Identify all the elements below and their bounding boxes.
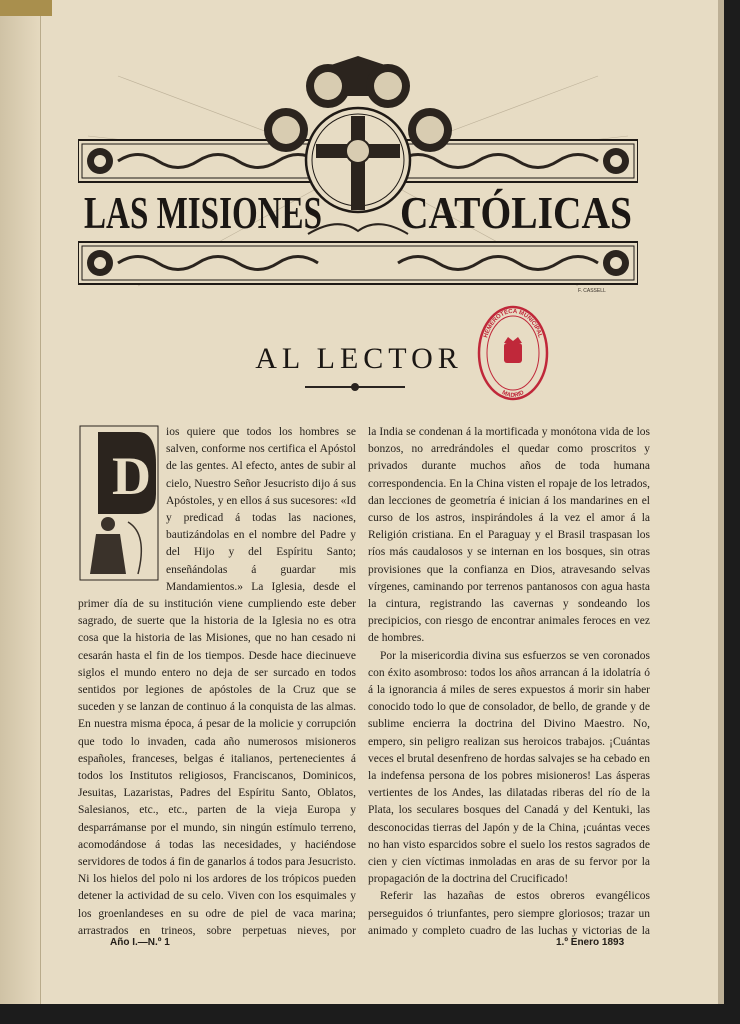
masthead-title-right: CATÓLICAS: [400, 187, 632, 238]
paragraph: Por la misericordia divina sus esfuerzos se ven coronados con éxito asombroso: todos los años arrancan á la idolatría ó á la ignorancia á miles de seres expuestos á morir sin haber conocido todo lo que de consolador, de bello, de grande y de sublime encierra la doctrina del Divino Maestro. No, empero, sin peligro realizan sus heroicos trabajos. ¡Cuántas veces el brutal desenfreno de hordas salvajes se ha cebado en la indefensa persona de los pobres misioneros! Las ásperas vertientes de los Andes, las dilatadas riberas del río de la Plata, los seculares bosques del Canadá y del Kentuki, las desconocidas tierras del Japón y de la China, ¡cuántas veces no han visto esparcidos sobre el suelo los restos sagrados de cien y cien víctimas inmoladas en aras de su fervor por la propagación de la doctrina del Crucificado!: [368, 649, 650, 886]
masthead: [78, 56, 638, 296]
issue-date: 1.º Enero 1893: [556, 937, 625, 948]
stamp-text-bottom: MADRID: [500, 389, 526, 400]
dropcap-illustration: [78, 424, 160, 582]
engraver-signature: F. CASSELL: [578, 288, 606, 294]
article-column-right: [368, 424, 650, 938]
stamp-text-top: HEMEROTECA MUNICIPAL: [483, 308, 543, 339]
svg-text:HEMEROTECA MUNICIPAL: [483, 309, 543, 339]
coat-of-arms-icon: [504, 337, 522, 363]
dropcap-letter: D: [112, 446, 151, 506]
library-stamp: [477, 305, 549, 401]
paragraph: ios quiere que todos los hombres se salven, conforme nos certifica el Apóstol de las gentes. Al efecto, antes de subir al cielo, Nuestro Señor Jesucristo dijo á sus Apóstoles, y en ellos á sus sucesores: «Id y predicad á todas las naciones, bautizándolas en el nombre del Padre y del Hijo y del Espíritu Santo; enseñándolas á guardar mis Mandamientos.» La Iglesia, desde el primer día de su institución viene cumpliendo este deber sagrado, de suerte que la historia de la Iglesia no es otra cosa que la historia de las Misiones, que no han cesado ni cesarán hasta el fin de los tiempos. Desde hace diecinueve siglos el mundo entero no deja de ser surcado en todos sentidos por legiones de apóstoles de la Cruz que se suceden y se lanzan de continuo á la conquista de las almas. En nuestra misma época, á pesar de la molicie y corrupción que todo lo invaden, cada año numerosos misioneros españoles, franceses, belgas é italianos, pertenecientes á todos los Institutos religiosos, Franciscanos, Dominicos, Jesuitas, Lazaristas, Padres del Espíritu Santo, Oblatos, Salesianos, etc., etc., parten de la vieja Europa y desparrámanse por el mundo, sin ningún estímulo terreno, acomodándose á todas las necesidades, y haciéndose servidores de todos á fin de ganarlos á todos para Jesucristo. Ni los hielos del polo ni los ardores de los trópicos pueden detener la actividad de su celo. Viven con los esquimales y los groenlandeses en su odre de piel de vaca marina; arrastrados en trineos, sobre perpetuas nieves, por: [78, 426, 356, 937]
article-title: AL LECTOR: [255, 342, 463, 375]
binding-gutter: [0, 0, 41, 1004]
article-column-left: [78, 424, 356, 938]
binding-tab: [0, 0, 52, 16]
masthead-title-left: LAS MISIONES: [84, 187, 322, 238]
paragraph: la India se condenan á la mortificada y monótona vida de los bonzos, no arredrándoles el quedar como proscritos y privados durante muchos años de toda humana correspondencia. En la China visten el ropaje de los letrados, dan lecciones de geometría é inician á los mandarines en el curso de los astros, inspirándoles á la vez el amor á la Religión cristiana. En el Paraguay y el Brasil traspasan los ríos más caudalosos y se internan en los bosques, sin otras provisiones que la confianza en Dios, atravesando selvas vírgenes, caminando por terrenos pantanosos con agua hasta la cintura, registrando las cavernas y sondeando los precipicios, con riesgo de encontrar animales feroces en vez de hombres.: [368, 426, 650, 645]
monk-figure-icon: [90, 517, 126, 574]
issue-number: Año I.—N.º 1: [110, 937, 170, 948]
paragraph: Referir las hazañas de estos obreros evangélicos perseguidos ó triunfantes, pero siempre gloriosos; trazar un animado y completo cuadro de las luchas y victorias de la: [368, 890, 650, 937]
title-divider-ornament: [351, 383, 359, 391]
